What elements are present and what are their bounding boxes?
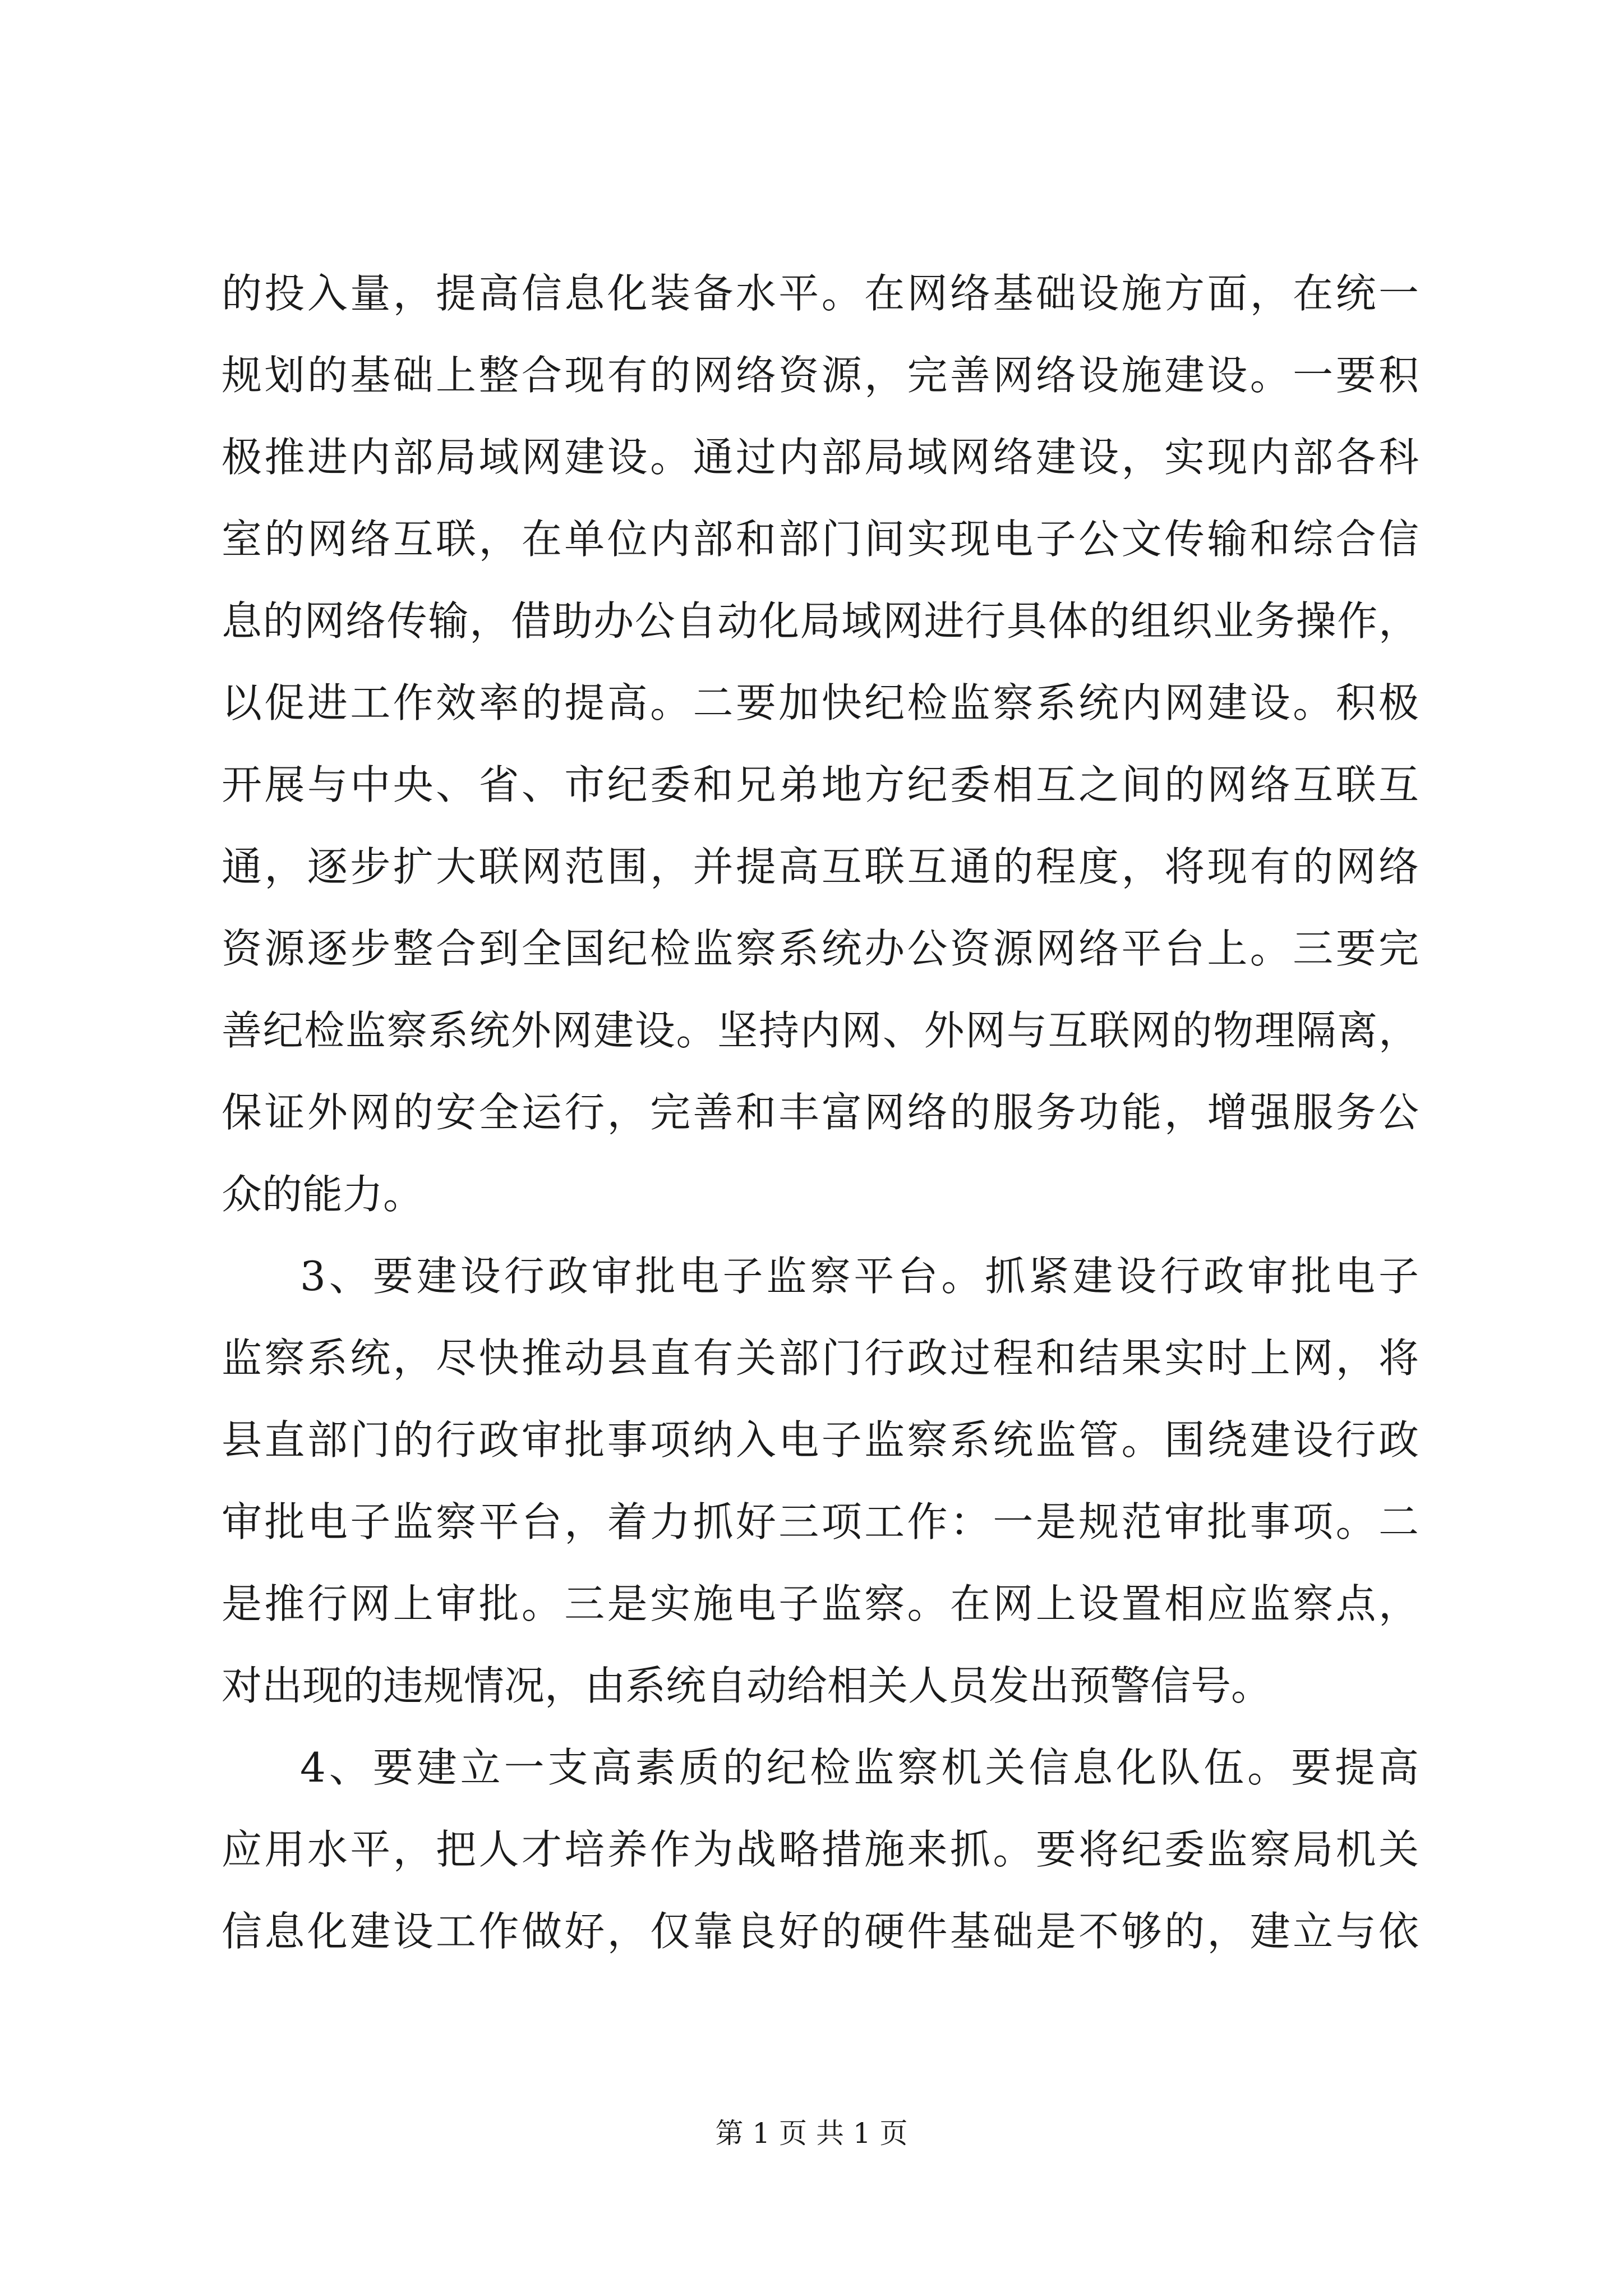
- text-line: 是推行网上审批。三是实施电子监察。在网上设置相应监察点，: [222, 1580, 1419, 1627]
- text-line: 室的网络互联，在单位内部和部门间实现电子公文传输和综合信: [222, 516, 1419, 563]
- text-line: 应用水平，把人才培养作为战略措施来抓。要将纪委监察局机关: [222, 1826, 1419, 1873]
- text-line: 监察系统，尽快推动县直有关部门行政过程和结果实时上网，将: [222, 1335, 1419, 1382]
- text-line: 众的能力。: [222, 1171, 424, 1218]
- text-line: 县直部门的行政审批事项纳入电子监察系统监管。围绕建设行政: [222, 1416, 1419, 1464]
- text-line: 善纪检监察系统外网建设。坚持内网、外网与互联网的物理隔离，: [222, 1007, 1419, 1054]
- text-line: 3、要建设行政审批电子监察平台。抓紧建设行政审批电子: [300, 1253, 1419, 1300]
- page-number: 第 1 页 共 1 页: [715, 2117, 908, 2150]
- text-line: 保证外网的安全运行，完善和丰富网络的服务功能，增强服务公: [222, 1089, 1419, 1136]
- text-line: 4、要建立一支高素质的纪检监察机关信息化队伍。要提高: [300, 1744, 1419, 1791]
- text-line: 的投入量，提高信息化装备水平。在网络基础设施方面，在统一: [222, 270, 1419, 317]
- text-line: 资源逐步整合到全国纪检监察系统办公资源网络平台上。三要完: [222, 925, 1419, 972]
- document-body: [222, 252, 1419, 1972]
- text-line: 息的网络传输，借助办公自动化局域网进行具体的组织业务操作，: [222, 597, 1419, 645]
- text-line: 规划的基础上整合现有的网络资源，完善网络设施建设。一要积: [222, 352, 1419, 399]
- text-line: 以促进工作效率的提高。二要加快纪检监察系统内网建设。积极: [222, 679, 1419, 726]
- text-line: 通，逐步扩大联网范围，并提高互联互通的程度，将现有的网络: [222, 843, 1419, 890]
- text-line: 开展与中央、省、市纪委和兄弟地方纪委相互之间的网络互联互: [222, 761, 1419, 808]
- page-footer: [0, 2114, 1623, 2153]
- text-line: 审批电子监察平台，着力抓好三项工作：一是规范审批事项。二: [222, 1498, 1419, 1545]
- text-line: 极推进内部局域网建设。通过内部局域网络建设，实现内部各科: [222, 434, 1419, 481]
- text-line: 信息化建设工作做好，仅靠良好的硬件基础是不够的，建立与依: [222, 1908, 1419, 1955]
- text-line: 对出现的违规情况，由系统自动给相关人员发出预警信号。: [222, 1662, 1272, 1709]
